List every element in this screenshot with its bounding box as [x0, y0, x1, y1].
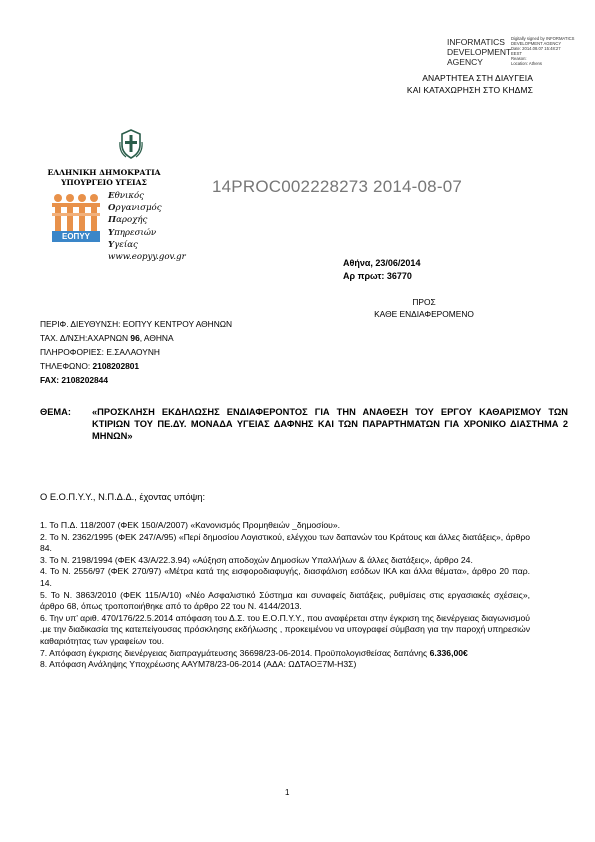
signature-detail-line: Digitally signed by INFORMATICS [511, 36, 575, 41]
sender-info: ΠΛΗΡΟΦΟΡΙΕΣ: Ε.ΣΑΛΑΟΥΝΗ [40, 347, 160, 357]
date-protocol-block [343, 257, 420, 283]
signature-details [511, 36, 589, 66]
sender-department: ΠΕΡΙΦ. ΔΙΕΥΘΥΝΣΗ: ΕΟΠΥΥ ΚΕΝΤΡΟΥ ΑΘΗΝΩΝ [40, 319, 233, 329]
eopyy-line: Εθνικός [108, 191, 144, 201]
list-item: 8. Απόφαση Ανάληψης Υποχρέωσης ΑΑΥΜ78/23-06-2014 (ΑΔΑ: ΩΔΤΑΟΞ7Μ-Η3Σ) [40, 659, 357, 670]
list-item: 2. Το Ν. 2362/1995 (ΦΕΚ 247/Α/95) «Περί δημοσίου Λογιστικού, ελέγχου των δαπανών του Κράτους και άλλες διατάξεις», άρθρο 84. [40, 531, 530, 554]
list-item: 5. Το Ν. 3863/2010 (ΦΕΚ 115/Α/10) «Νέο Ασφαλιστικό Σύστημα και συναφείς διατάξεις, ρυθμίσεις στις εργασιακές σχέσεις», άρθρο 68, όπως τροποποιήθηκε από το άρθρο 22 του Ν. 4144/2013. [40, 589, 530, 612]
signer-organization: INFORMATICS DEVELOPMENT AGENCY [447, 37, 512, 67]
ada-code: 14PROC002228273 2014-08-07 [212, 177, 462, 196]
ministry-header [40, 168, 168, 188]
place-date: Αθήνα, 23/06/2014 [343, 258, 421, 268]
greek-emblem-icon [118, 128, 144, 160]
budget-amount: 6.336,00€ [429, 647, 468, 658]
recipient-block [344, 296, 504, 320]
signature-detail-line: Date: 2014.08.07 15:48:27 [511, 46, 561, 51]
state-name: ΕΛΛΗΝΙΚΗ ΔΗΜΟΚΡΑΤΙΑ [47, 168, 161, 177]
signature-detail-line: DEVELOPMENT AGENCY [511, 41, 562, 46]
sender-details [40, 317, 232, 387]
signature-detail-line: EEST [511, 51, 522, 56]
ministry-name: ΥΠΟΥΡΓΕΙΟ ΥΓΕΙΑΣ [61, 178, 147, 187]
list-item: 7. Απόφαση έγκρισης διενέργειας διαπραγμάτευσης 36698/23-06-2014. Προϋπολογισθείσας δαπάνης 6.336,00€ [40, 647, 468, 658]
eopyy-website: www.eopyy.gov.gr [108, 252, 186, 263]
intro-line: Ο Ε.Ο.Π.Υ.Υ., Ν.Π.Δ.Δ., έχοντας υπόψη: [40, 492, 206, 502]
list-item: 6. Την υπ’ αριθ. 470/176/22.5.2014 απόφαση του Δ.Σ. του Ε.Ο.Π.Υ.Υ., που αναφέρεται στην έγκριση της διενέργειας διαγωνισμού .με την διαδικασία της κατεπείγουσας πρόσκλησης εκδήλωσης , προκειμένου να υπογραφεί σύμβαση για την παροχή υπηρεσιών καθαριότητας των γραφείων του. [40, 612, 530, 646]
sender-phone: ΤΗΛΕΦΩΝΟ: 2108202801 [40, 361, 140, 371]
eopyy-full-name [108, 190, 186, 263]
eopyy-logo-icon [52, 193, 100, 231]
sender-fax: FAX: 2108202844 [40, 375, 108, 385]
subject-label: ΘΕΜΑ: [40, 407, 71, 417]
eopyy-line: Υγείας [108, 239, 138, 250]
eopyy-line: Παροχής [108, 215, 148, 226]
recipient-name: ΚΑΘΕ ΕΝΔΙΑΦΕΡΟΜΕΝΟ [374, 309, 474, 319]
list-item: 3. Το Ν. 2198/1994 (ΦΕΚ 43/Α/22.3.94) «Αύξηση αποδοχών Δημοσίων Υπαλλήλων & άλλες διατάξεις», άρθρο 24. [40, 554, 473, 565]
publication-notice [375, 72, 533, 96]
eopyy-line: Υπηρεσιών [108, 227, 157, 238]
publication-line-1: ΑΝΑΡΤΗΤΕΑ ΣΤΗ ΔΙΑΥΓΕΙΑ [422, 73, 533, 83]
list-item: 4. Το Ν. 2556/97 (ΦΕΚ 270/97) «Μέτρα κατά της εισφοροδιαφυγής, διασφάλιση εσόδων ΙΚΑ και άλλα θέματα», άρθρο 20 παρ. 14. [40, 566, 530, 588]
page-number: 1 [285, 788, 290, 797]
signature-detail-line: Location: Athens [511, 61, 542, 66]
list-item: 1. Το Π.Δ. 118/2007 (ΦΕΚ 150/Α/2007) «Κανονισμός Προμηθειών _δημοσίου». [40, 520, 341, 530]
eopyy-logo-text: ΕΟΠΥΥ [52, 231, 100, 242]
recipient-label: ΠΡΟΣ [412, 297, 436, 307]
protocol-number: Αρ πρωτ: 36770 [343, 271, 412, 281]
signature-detail-line: Reason: [511, 56, 527, 61]
subject-text: «ΠΡΟΣΚΛΗΣΗ ΕΚΔΗΛΩΣΗΣ ΕΝΔΙΑΦΕΡΟΝΤΟΣ ΓΙΑ ΤΗΝ ΑΝΑΘΕΣΗ ΤΟΥ ΕΡΓΟΥ ΚΑΘΑΡΙΣΜΟΥ ΤΩΝ ΚΤΙΡΙΩΝ ΤΟΥ ΠΕ.ΔΥ. ΜΟΝΑΔΑ ΥΓΕΙΑΣ ΔΑΦΝΗΣ ΚΑΙ ΤΩΝ ΠΑΡΑΡΤΗΜΑΤΩΝ ΓΙΑ ΧΡΟΝΙΚΟ ΔΙΑΣΤΗΜΑ 2 ΜΗΝΩΝ» [92, 407, 568, 441]
publication-line-2: ΚΑΙ ΚΑΤΑΧΩΡΗΣΗ ΣΤΟ ΚΗΔΜΣ [406, 85, 533, 95]
considerations-list [40, 520, 530, 671]
eopyy-line: Οργανισμός [108, 203, 162, 214]
sender-address: ΤΑΧ. Δ/ΝΣΗ:ΑΧΑΡΝΩΝ 96, ΑΘΗΝΑ [40, 333, 174, 343]
